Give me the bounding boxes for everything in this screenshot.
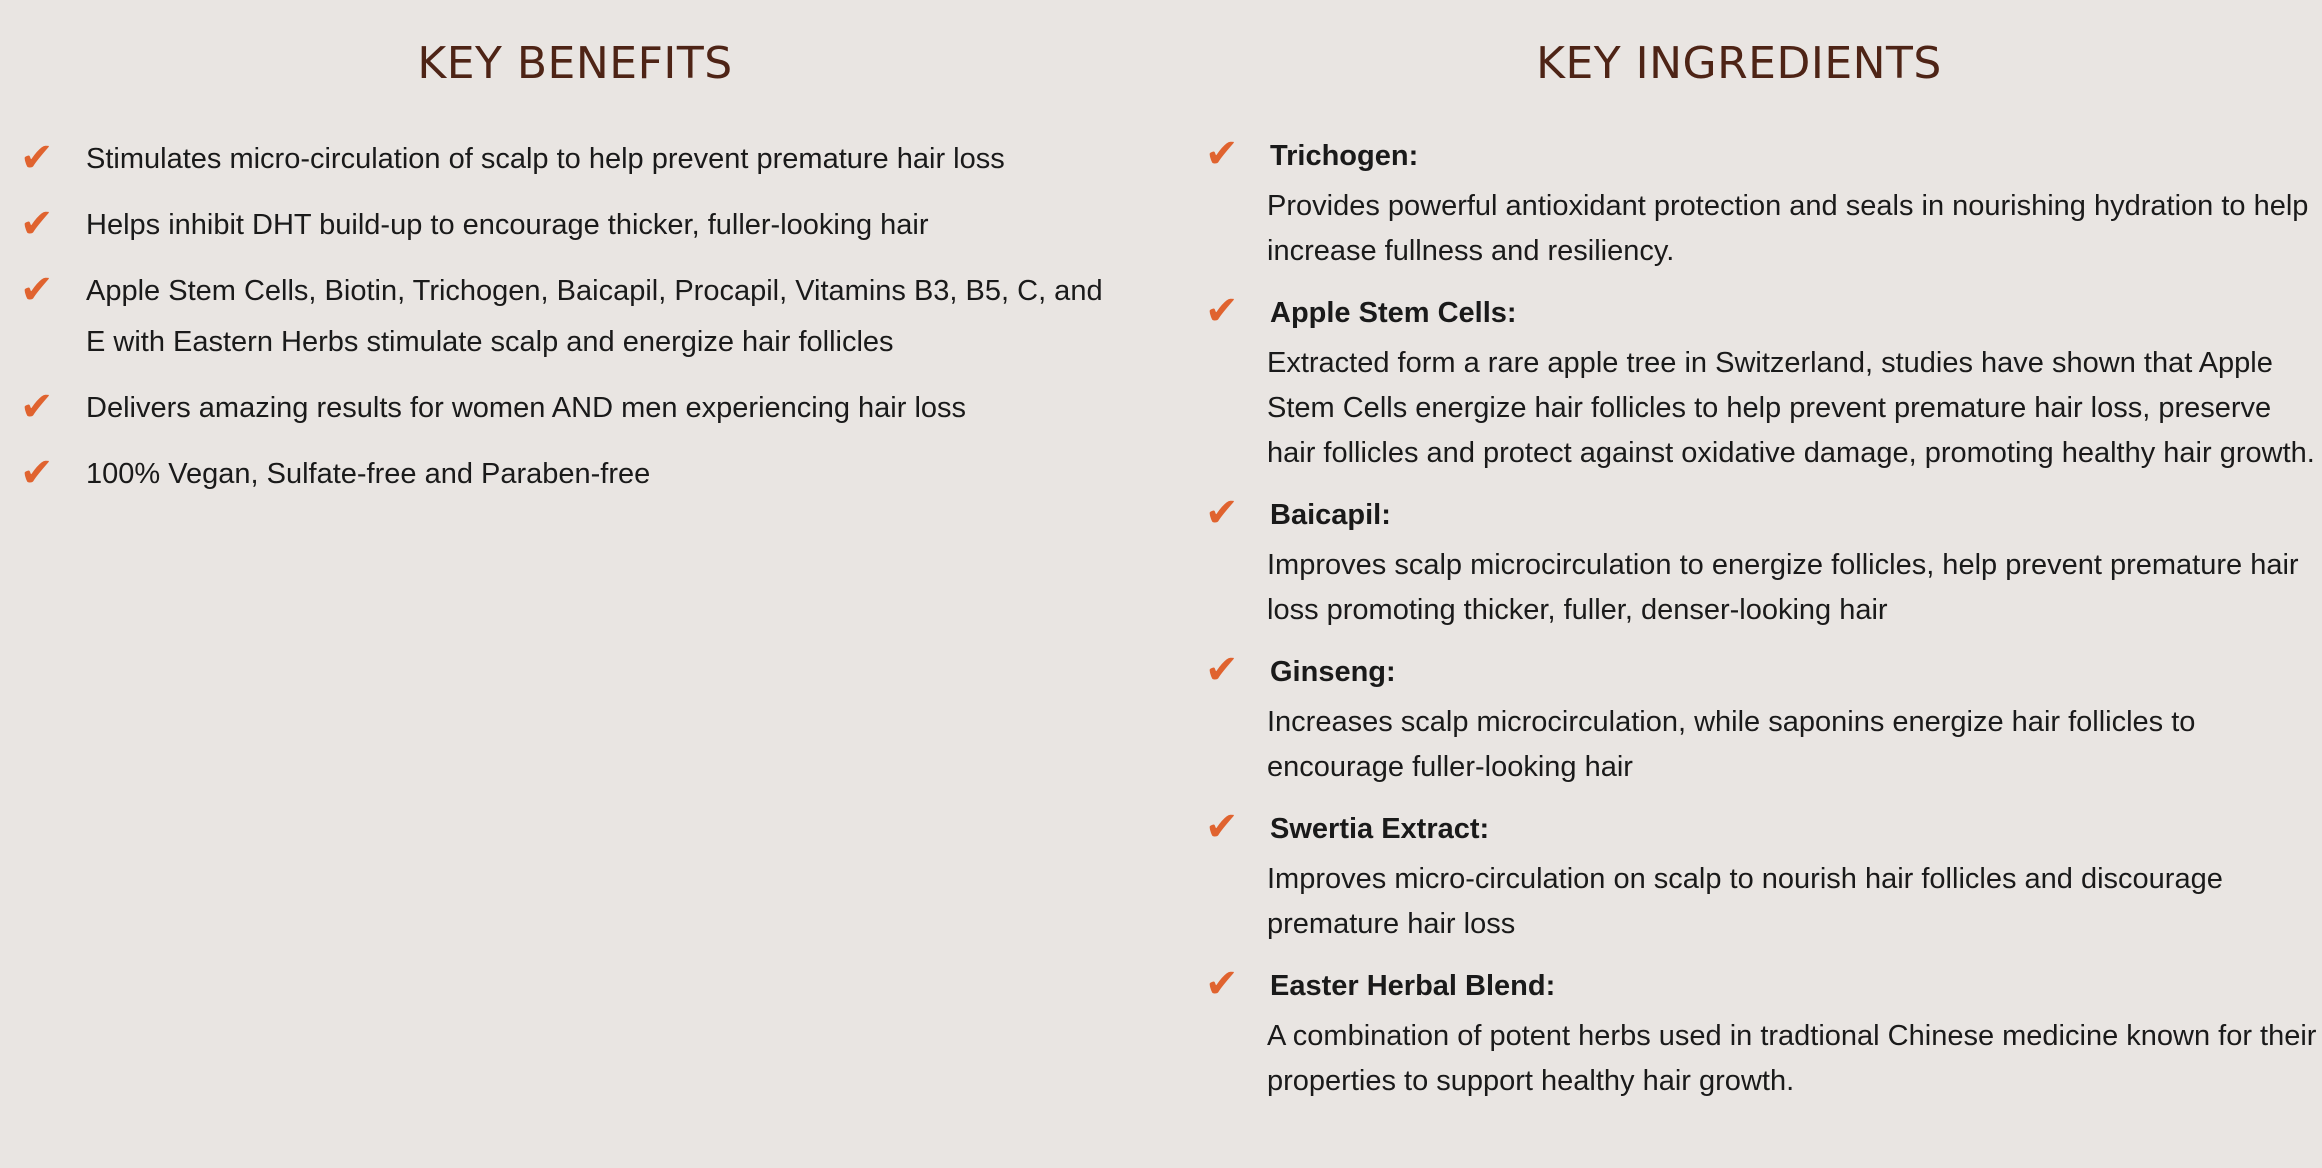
check-mark-icon: ✔ <box>20 384 54 430</box>
ingredient-name: Ginseng: <box>1270 656 1396 688</box>
ingredient-name: Easter Herbal Blend: <box>1270 970 1556 1002</box>
ingredient-name: Baicapil: <box>1270 499 1391 531</box>
ingredient-item <box>1185 490 2322 633</box>
check-mark-icon: ✔ <box>20 267 54 313</box>
benefit-item <box>0 200 1150 251</box>
check-mark-icon: ✔ <box>1205 804 1239 850</box>
ingredient-description: Provides powerful antioxidant protection and seals in nourishing hydration to help increase fullness and resiliency. <box>1267 190 2309 267</box>
benefit-text: Delivers amazing results for women AND men experiencing hair loss <box>86 392 967 424</box>
benefits-list <box>0 134 1150 515</box>
ingredient-item <box>1185 288 2322 476</box>
check-mark-icon: ✔ <box>20 201 54 247</box>
ingredient-item <box>1185 647 2322 790</box>
check-mark-icon: ✔ <box>1205 647 1239 693</box>
check-mark-icon: ✔ <box>20 450 54 496</box>
check-mark-icon: ✔ <box>20 135 54 181</box>
ingredient-name: Trichogen: <box>1270 140 1419 172</box>
ingredient-name: Swertia Extract: <box>1270 813 1490 845</box>
check-mark-icon: ✔ <box>1205 490 1239 536</box>
benefit-text: Helps inhibit DHT build-up to encourage thicker, fuller-looking hair <box>86 209 929 241</box>
ingredient-description: A combination of potent herbs used in tradtional Chinese medicine known for their properties to support healthy hair growth. <box>1267 1020 2317 1097</box>
ingredient-item <box>1185 131 2322 274</box>
benefit-item <box>0 383 1150 434</box>
benefit-text: Apple Stem Cells, Biotin, Trichogen, Baicapil, Procapil, Vitamins B3, B5, C, and E with Eastern Herbs stimulate scalp and energize hair follicles <box>86 275 1103 358</box>
key-ingredients-heading: KEY INGREDIENTS <box>1536 38 1942 89</box>
ingredient-name: Apple Stem Cells: <box>1270 297 1517 329</box>
ingredient-description: Increases scalp microcirculation, while saponins energize hair follicles to encourage fuller-looking hair <box>1267 706 2196 783</box>
check-mark-icon: ✔ <box>1205 131 1239 177</box>
benefit-item <box>0 134 1150 185</box>
ingredient-description: Improves scalp microcirculation to energize follicles, help prevent premature hair loss promoting thicker, fuller, denser-looking hair <box>1267 549 2299 626</box>
benefit-text: Stimulates micro-circulation of scalp to help prevent premature hair loss <box>86 143 1005 175</box>
ingredient-item <box>1185 804 2322 947</box>
ingredient-description: Extracted form a rare apple tree in Switzerland, studies have shown that Apple Stem Cells energize hair follicles to help prevent premature hair loss, preserve hair follicles and protect against oxidative damage, promoting healthy hair growth. <box>1267 347 2315 469</box>
check-mark-icon: ✔ <box>1205 961 1239 1007</box>
ingredients-list <box>1185 131 2322 1121</box>
ingredient-description: Improves micro-circulation on scalp to nourish hair follicles and discourage premature hair loss <box>1267 863 2223 940</box>
ingredient-item <box>1185 961 2322 1104</box>
benefit-item <box>0 449 1150 500</box>
benefit-text: 100% Vegan, Sulfate-free and Paraben-free <box>86 458 651 490</box>
check-mark-icon: ✔ <box>1205 288 1239 334</box>
key-benefits-heading: KEY BENEFITS <box>417 38 733 89</box>
benefit-item <box>0 266 1150 368</box>
